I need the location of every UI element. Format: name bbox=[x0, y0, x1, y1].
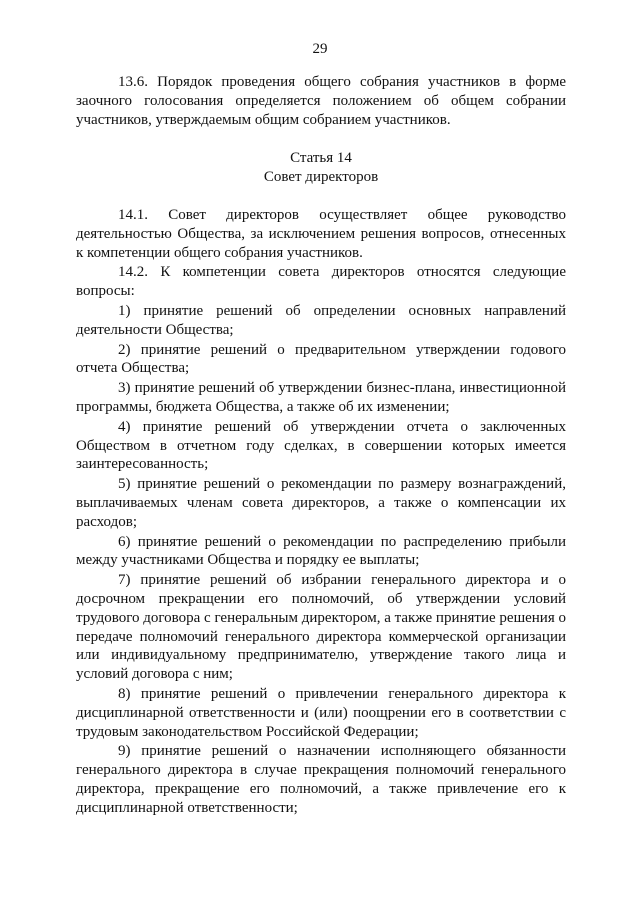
list-item-8: 8) принятие решений о привлечении генерального директора к дисциплинарной ответственности и (или) поощрении его в соответствии с трудовым законодательством Российской Федерации; bbox=[76, 685, 566, 740]
article-number: Статья 14 bbox=[290, 150, 352, 167]
document-body bbox=[76, 73, 566, 817]
paragraph-13-6: 13.6. Порядок проведения общего собрания участников в форме заочного голосования определяется положением об общем собрании участников, утверждаемым общим собранием участников. bbox=[76, 74, 566, 128]
list-item-4: 4) принятие решений об утверждении отчета о заключенных Обществом в отчетном году сделках, в совершении которых имеется заинтересованность; bbox=[76, 418, 566, 473]
article-header bbox=[76, 149, 566, 187]
list-item-5: 5) принятие решений о рекомендации по размеру вознаграждений, выплачиваемых членам совета директоров, а также о компенсации их расходов; bbox=[76, 476, 566, 530]
paragraph-14-2: 14.2. К компетенции совета директоров относятся следующие вопросы: bbox=[76, 264, 566, 300]
list-item-6: 6) принятие решений о рекомендации по распределению прибыли между участниками Общества и порядку ее выплаты; bbox=[76, 533, 566, 569]
list-item-3: 3) принятие решений об утверждении бизнес-плана, инвестиционной программы, бюджета Общества, а также об их изменении; bbox=[76, 380, 566, 415]
page-number: 29 bbox=[312, 41, 328, 57]
paragraph-14-1: 14.1. Совет директоров осуществляет общее руководство деятельностью Общества, за исключением решения вопросов, отнесенных к компетенции общего собрания участников. bbox=[76, 206, 566, 261]
article-title: Совет директоров bbox=[263, 169, 379, 186]
list-item-2: 2) принятие решений о предварительном утверждении годового отчета Общества; bbox=[76, 341, 566, 377]
list-item-9: 9) принятие решений о назначении исполняющего обязанности генерального директора в случае прекращения полномочий генерального директора, прекращение его полномочий, а также привлечение его к дисциплинарной ответственности; bbox=[76, 743, 566, 816]
list-item-7: 7) принятие решений об избрании генерального директора и о досрочном прекращении его полномочий, об утверждении условий трудового договора с генеральным директором, а также принятие решения о передаче полномочий генерального директора коммерческой организации или индивидуальному предпринимателю, утверждение такого лица и условий договора с ним; bbox=[76, 572, 566, 683]
list-item-1: 1) принятие решений об определении основных направлений деятельности Общества; bbox=[76, 302, 566, 338]
